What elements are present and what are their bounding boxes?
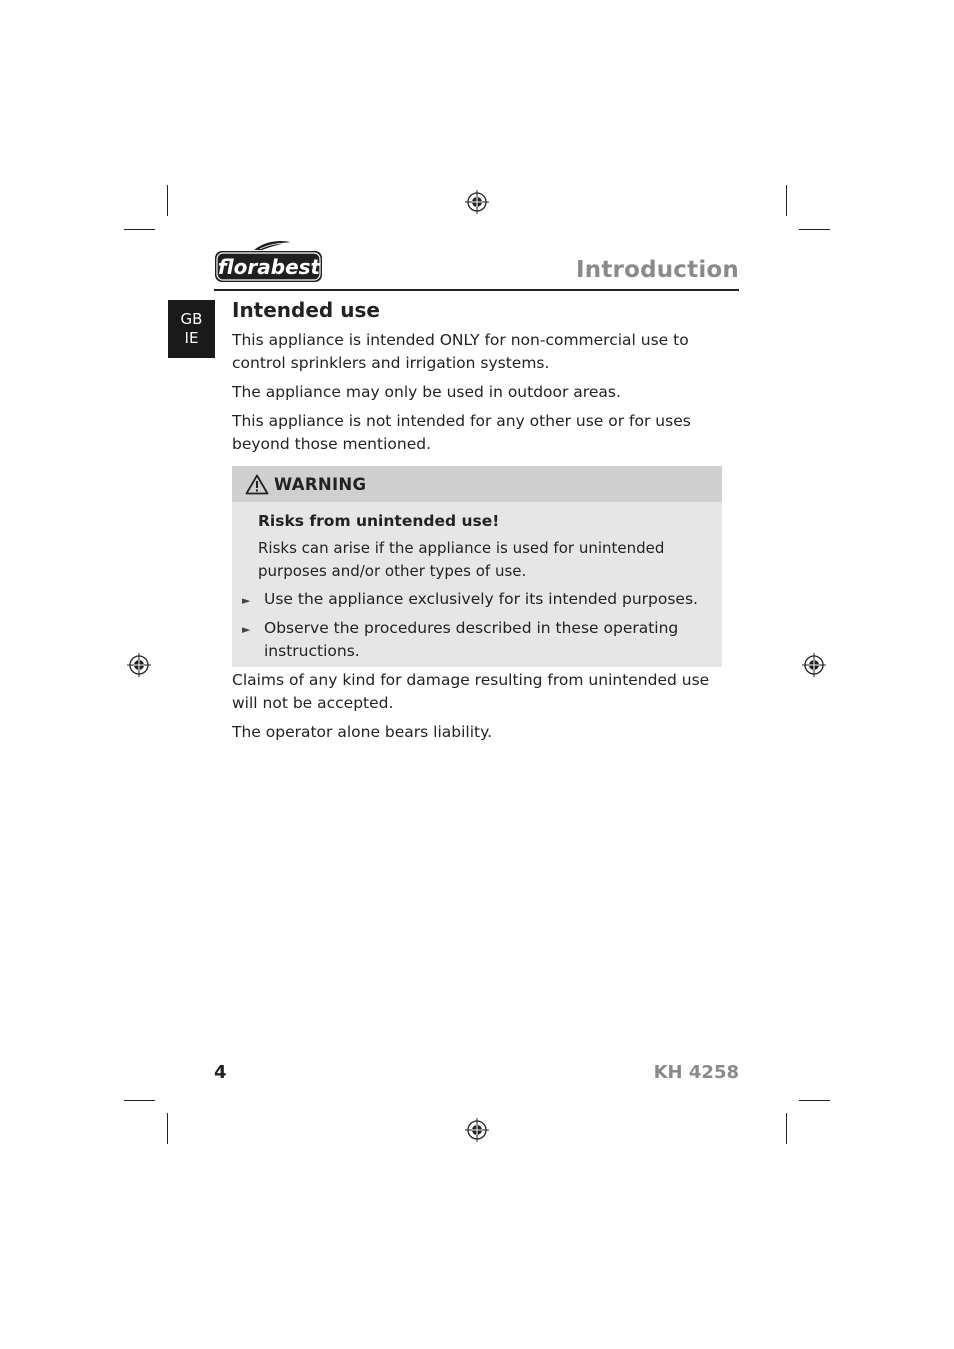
crop-mark — [799, 1100, 830, 1101]
paragraph: This appliance is intended ONLY for non-commercial use to control sprinklers and irrigation systems. — [232, 331, 689, 372]
paragraph: The operator alone bears liability. — [232, 723, 493, 741]
registration-mark-icon — [802, 653, 826, 677]
page-number: 4 — [214, 1062, 227, 1083]
warning-subtitle: Risks from unintended use! — [258, 512, 500, 530]
registration-mark-icon — [127, 653, 151, 677]
list-item — [242, 617, 708, 663]
list-item-text: Use the appliance exclusively for its intended purposes. — [264, 590, 698, 608]
arrow-bullet-icon: ► — [242, 594, 251, 607]
registration-mark-icon — [465, 1118, 489, 1142]
crop-mark — [124, 229, 155, 230]
page-title: Introduction — [576, 257, 739, 283]
language-code-gb: GB — [180, 310, 203, 328]
warning-body — [232, 502, 722, 663]
paragraph: This appliance is not intended for any other use or for uses beyond those mentioned. — [232, 412, 691, 453]
language-code-ie: IE — [184, 329, 199, 347]
paragraph: The appliance may only be used in outdoor areas. — [232, 383, 621, 401]
crop-mark — [167, 1113, 168, 1144]
main-content — [232, 298, 722, 744]
crop-mark — [799, 229, 830, 230]
language-tab — [168, 300, 215, 358]
warning-header — [232, 466, 722, 502]
list-item-text: Observe the procedures described in these operating instructions. — [264, 619, 679, 660]
crop-mark — [786, 1113, 787, 1144]
crop-mark — [124, 1100, 155, 1101]
warning-title: WARNING — [274, 474, 367, 494]
registration-mark-icon — [465, 190, 489, 214]
crop-mark — [786, 185, 787, 216]
warning-triangle-icon — [245, 474, 269, 495]
crop-mark — [167, 185, 168, 216]
arrow-bullet-icon: ► — [242, 623, 251, 636]
florabest-logo — [214, 238, 324, 284]
warning-text: Risks can arise if the appliance is used for unintended purposes and/or other types of use. — [258, 539, 665, 580]
warning-box — [232, 466, 722, 667]
section-heading: Intended use — [232, 298, 380, 322]
list-item — [242, 588, 708, 612]
paragraph: Claims of any kind for damage resulting from unintended use will not be accepted. — [232, 671, 710, 712]
model-number: KH 4258 — [653, 1062, 739, 1083]
svg-text:florabest: florabest — [217, 255, 321, 279]
header-divider — [214, 289, 739, 291]
